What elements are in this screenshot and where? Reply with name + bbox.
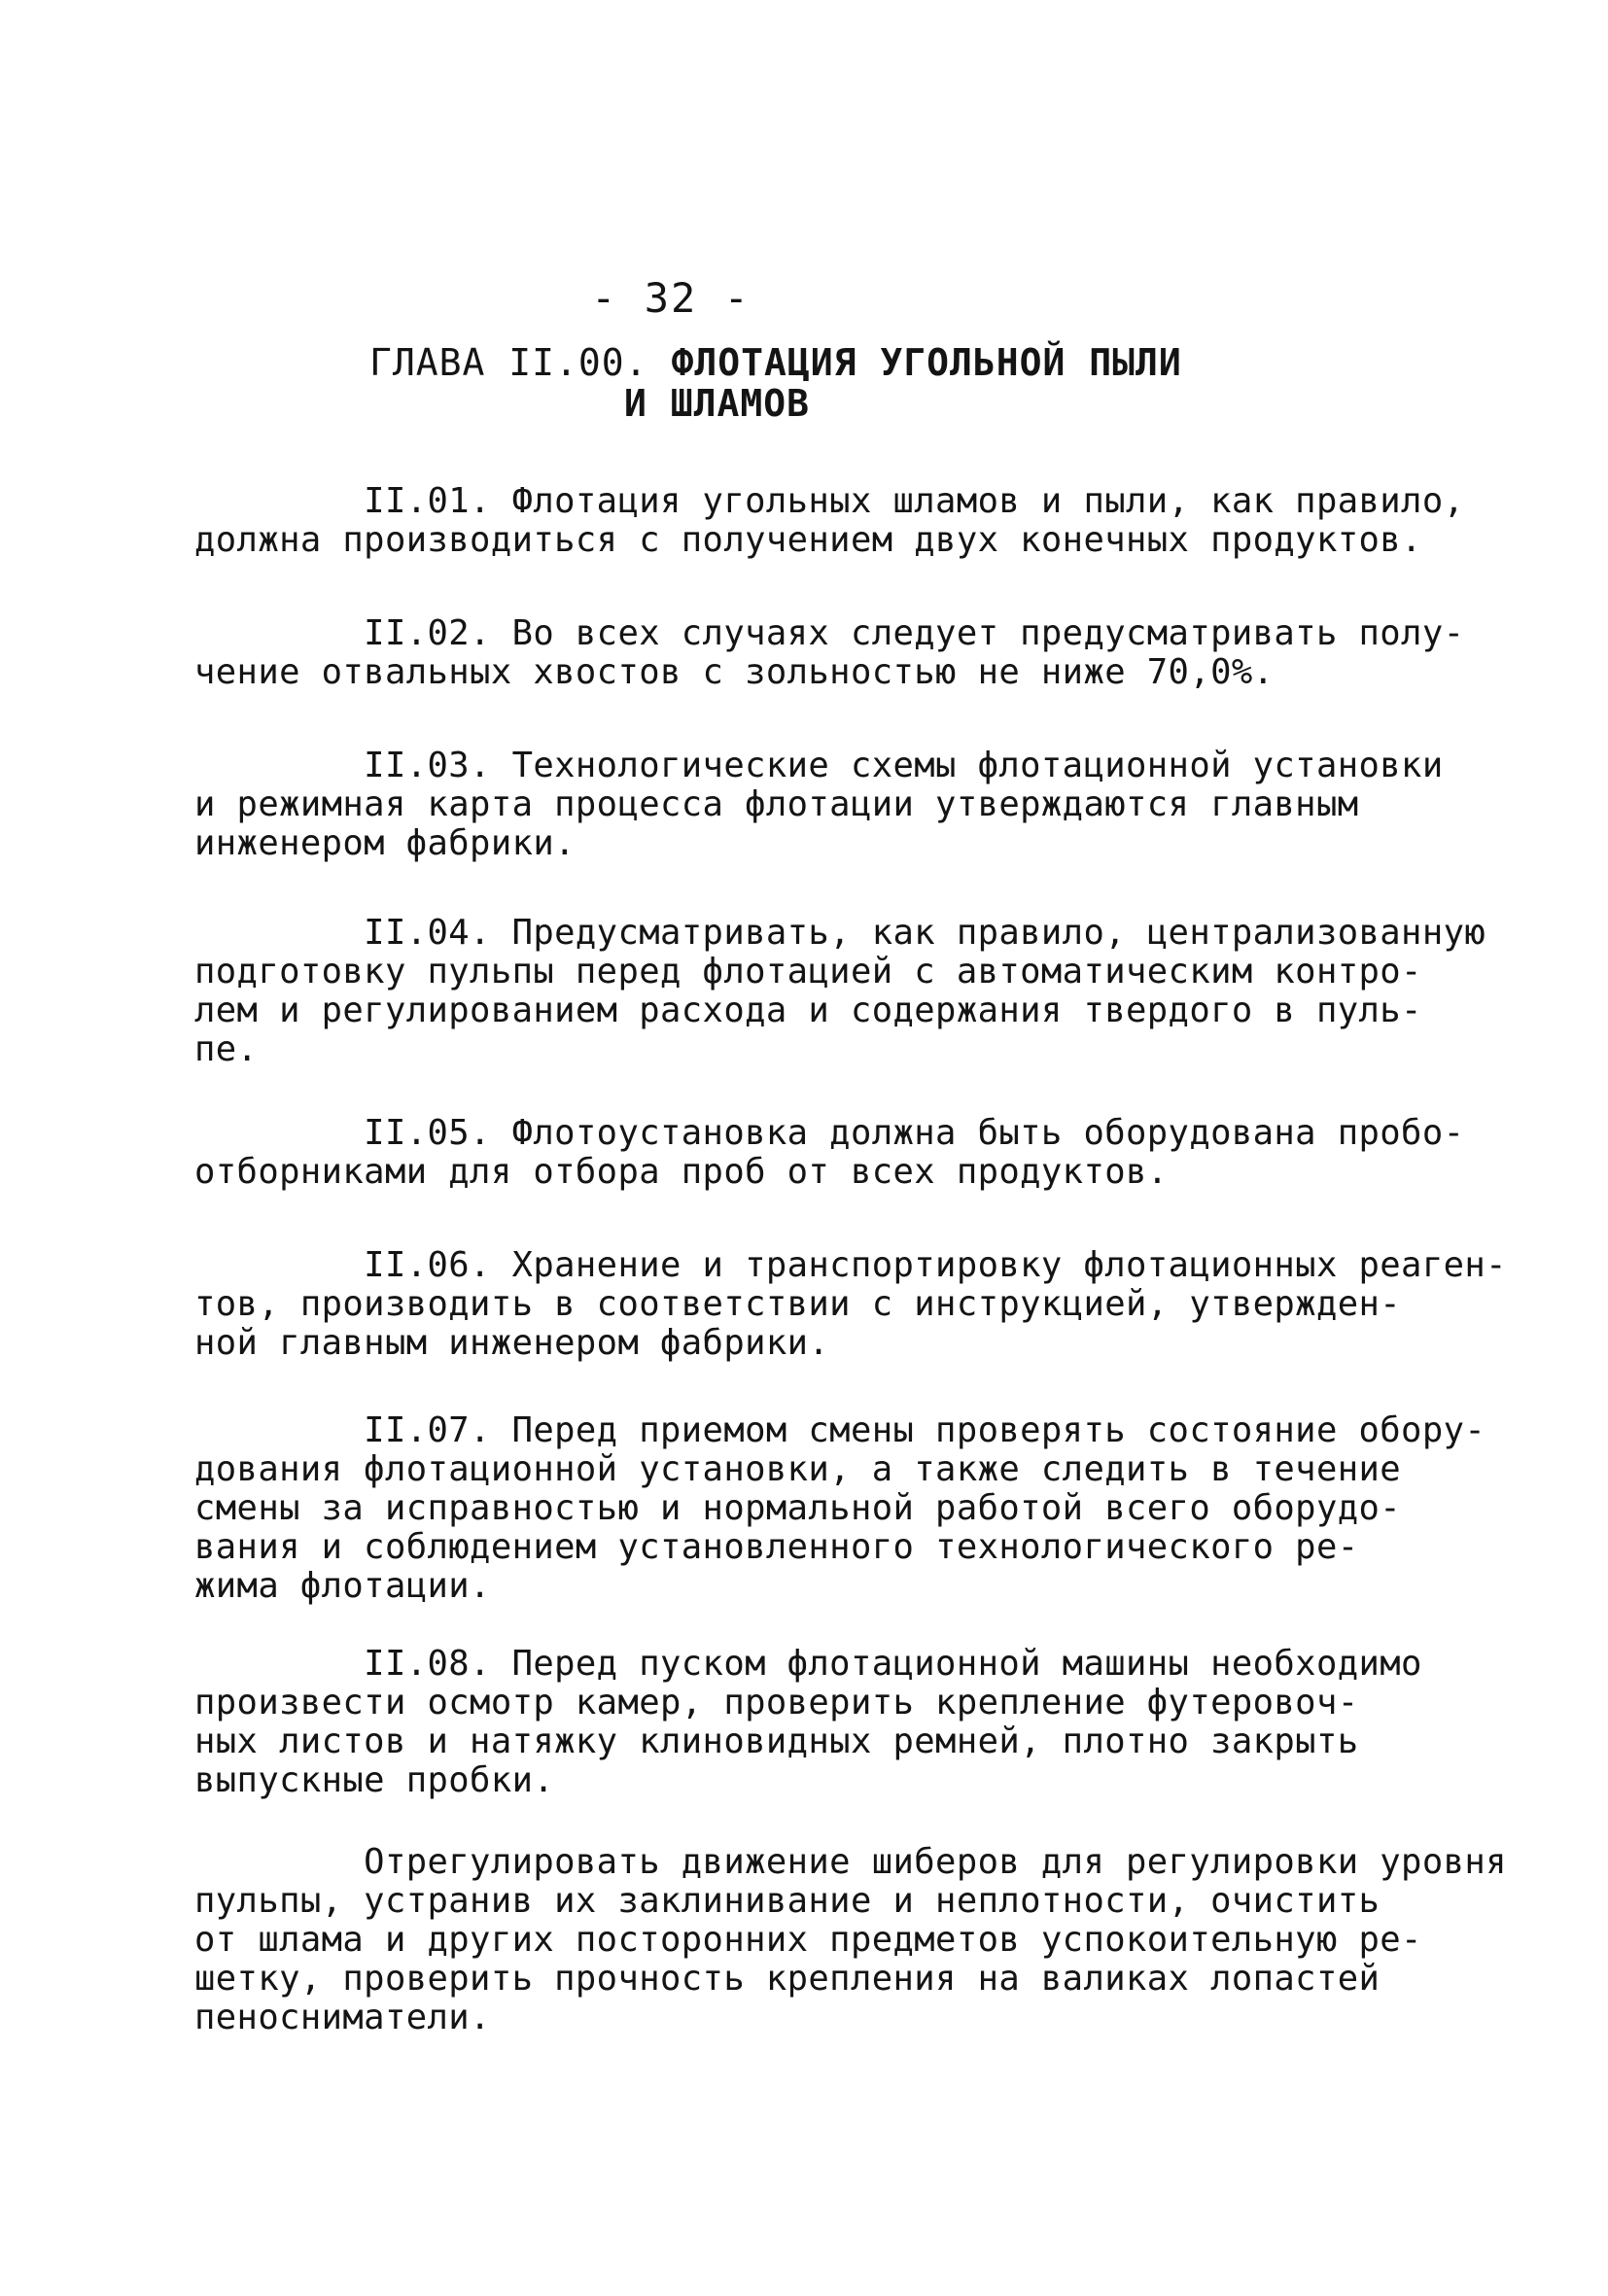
paragraph-11-03 (194, 746, 1444, 863)
text-line: пе. (194, 1029, 259, 1069)
text-line: II.08. Перед пуском флотационной машины необходимо (194, 1644, 1422, 1684)
paragraph-11-04 (194, 913, 1486, 1069)
text-line: II.05. Флотоустановка должна быть оборудована пробо- (194, 1113, 1465, 1153)
chapter-title-line2: И ШЛАМОВ (624, 382, 811, 425)
paragraph-continuation (194, 1842, 1507, 2037)
paragraph-11-01 (194, 481, 1465, 560)
text-line: от шлама и других посторонних предметов успокоительную ре- (194, 1920, 1422, 1960)
text-line: выпускные пробки. (194, 1760, 555, 1800)
paragraph-11-06 (194, 1245, 1507, 1363)
page-number: - 32 - (591, 274, 751, 322)
text-line: смены за исправностью и нормальной работой всего оборудо- (194, 1488, 1402, 1528)
paragraph-11-02 (194, 613, 1465, 692)
text-line: шетку, проверить прочность крепления на валиках лопастей (194, 1959, 1381, 1999)
text-line: тов, производить в соответствии с инструкцией, утвержден- (194, 1284, 1402, 1324)
text-line: должна производиться с получением двух конечных продуктов. (194, 520, 1422, 560)
paragraph-11-08 (194, 1644, 1422, 1800)
text-line: II.07. Перед приемом смены проверять состояние обору- (194, 1410, 1486, 1450)
text-line: дования флотационной установки, а также следить в течение (194, 1449, 1402, 1489)
text-line: инженером фабрики. (194, 823, 576, 863)
text-line: пульпы, устранив их заклинивание и неплотности, очистить (194, 1881, 1381, 1921)
chapter-label: ГЛАВА II.00. (369, 341, 648, 384)
text-line: произвести осмотр камер, проверить крепление футеровоч- (194, 1683, 1359, 1722)
text-line: II.02. Во всех случаях следует предусматривать полу- (194, 613, 1465, 653)
chapter-title-line1: ФЛОТАЦИЯ УГОЛЬНОЙ ПЫЛИ (671, 341, 1182, 384)
text-line: II.01. Флотация угольных шламов и пыли, как правило, (194, 481, 1465, 521)
text-line: ных листов и натяжку клиновидных ремней, плотно закрыть (194, 1722, 1359, 1761)
text-line: II.04. Предусматривать, как правило, централизованную (194, 913, 1486, 953)
paragraph-11-07 (194, 1410, 1486, 1606)
text-line: II.03. Технологические схемы флотационной установки (194, 746, 1444, 785)
text-line: подготовку пульпы перед флотацией с автоматическим контро- (194, 952, 1422, 991)
paragraph-11-05 (194, 1113, 1465, 1192)
text-line: и режимная карта процесса флотации утверждаются главным (194, 784, 1359, 824)
text-line: пеносниматели. (194, 1998, 491, 2037)
text-line: отборниками для отбора проб от всех продуктов. (194, 1152, 1169, 1192)
text-line: Отрегулировать движение шиберов для регулировки уровня (194, 1842, 1507, 1882)
text-line: вания и соблюдением установленного технологического ре- (194, 1527, 1359, 1567)
text-line: жима флотации. (194, 1566, 491, 1606)
text-line: чение отвальных хвостов с зольностью не ниже 70,0%. (194, 652, 1275, 692)
text-line: ной главным инженером фабрики. (194, 1323, 830, 1363)
chapter-heading (369, 342, 1182, 424)
text-line: II.06. Хранение и транспортировку флотационных реаген- (194, 1245, 1507, 1285)
text-line: лем и регулированием расхода и содержания твердого в пуль- (194, 991, 1422, 1030)
